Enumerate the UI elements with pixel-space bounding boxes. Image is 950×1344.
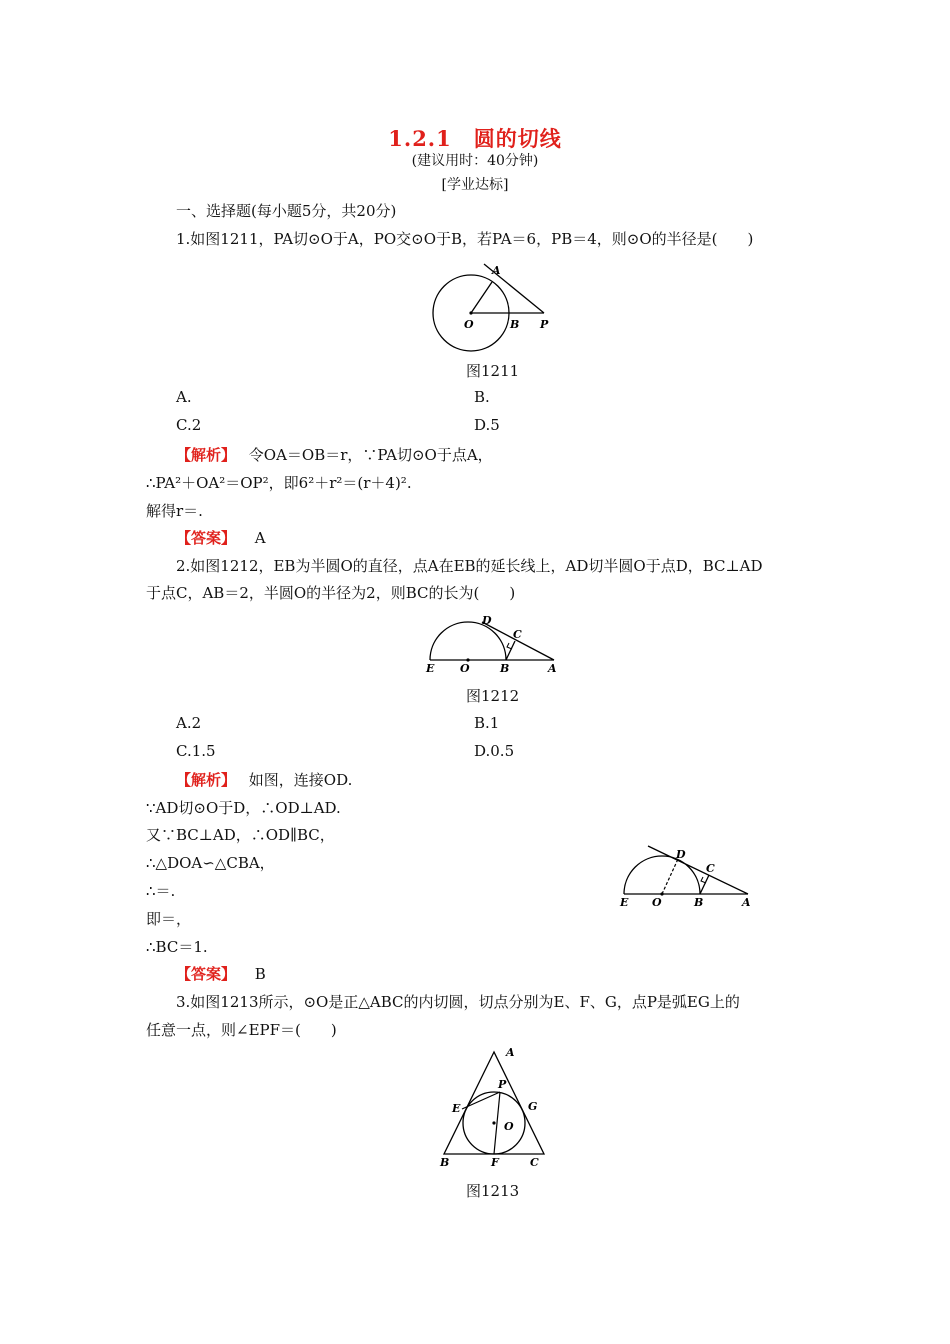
q2-answer bbox=[176, 963, 266, 984]
q2-label-D: D bbox=[482, 614, 492, 627]
q3-label-F: F bbox=[491, 1156, 499, 1169]
q2-figure bbox=[420, 612, 570, 682]
q1-label-O: O bbox=[464, 318, 474, 331]
q1-stem: 1.如图1211，PA切⊙O于A，PO交⊙O于B，若PA＝6，PB＝4，则⊙O的半径是( ) bbox=[176, 230, 754, 248]
q1-label-B: B bbox=[510, 318, 520, 331]
q3-label-B: B bbox=[440, 1156, 450, 1169]
q2-label-B: B bbox=[500, 662, 510, 675]
q3-label-C: C bbox=[530, 1156, 539, 1169]
q2-option-d: D.0.5 bbox=[474, 742, 515, 760]
q1-solution bbox=[176, 444, 493, 465]
q2-stem-line1: 2.如图1212，EB为半圆O的直径，点A在EB的延长线上，AD切半圆O于点D，BC⊥AD bbox=[176, 557, 763, 575]
q2-option-b: B.1 bbox=[474, 714, 500, 732]
q2-label-E: E bbox=[426, 662, 435, 675]
q2s-label-O: O bbox=[652, 896, 662, 909]
part-heading: 一、选择题(每小题5分，共20分) bbox=[176, 202, 397, 220]
q2-label-O: O bbox=[460, 662, 470, 675]
q2-option-a: A.2 bbox=[176, 714, 202, 732]
q1-label-P: P bbox=[540, 318, 549, 331]
q2-sol-line3: 又∵BC⊥AD，∴OD∥BC， bbox=[146, 826, 335, 844]
q2-stem-line2: 于点C，AB＝2，半圆O的半径为2，则BC的长为( ) bbox=[146, 584, 516, 602]
q2-sol-line6: 即＝， bbox=[146, 910, 192, 928]
q2-ans-value: B bbox=[254, 965, 266, 983]
q2-solution-figure bbox=[612, 842, 762, 912]
q3-stem-line1: 3.如图1213所示，⊙O是正△ABC的内切圆，切点分别为E、F、G，点P是弧EG上的 bbox=[176, 993, 740, 1011]
q2-option-c: C.1.5 bbox=[176, 742, 216, 760]
q1-option-b: B. bbox=[474, 388, 490, 406]
q2-sol-line4: ∴△DOA∽△CBA， bbox=[146, 854, 275, 872]
q2s-label-B: B bbox=[694, 896, 704, 909]
q2-sol-line1: 如图，连接OD. bbox=[248, 771, 353, 789]
q2-label-C: C bbox=[513, 628, 522, 641]
q1-sol-line1: 令OA＝OB＝r，∵PA切⊙O于点A， bbox=[248, 446, 493, 464]
q3-label-A: A bbox=[506, 1046, 515, 1059]
q3-label-O: O bbox=[504, 1120, 514, 1133]
q1-sol-line3: 解得r＝. bbox=[146, 502, 203, 520]
q3-stem-line2: 任意一点，则∠EPF＝( ) bbox=[146, 1021, 337, 1039]
time-note: (建议用时：40分钟) bbox=[411, 153, 539, 169]
q3-figure bbox=[432, 1042, 552, 1172]
section-label: [学业达标] bbox=[441, 177, 509, 193]
q1-option-d: D.5 bbox=[474, 416, 500, 434]
q1-fig-caption: 图1211 bbox=[466, 362, 520, 380]
q2s-label-E: E bbox=[620, 896, 629, 909]
q1-sol-tag: 【解析】 bbox=[176, 446, 237, 464]
q2-sol-line2: ∵AD切⊙O于D，∴OD⊥AD. bbox=[146, 799, 341, 817]
page-title: 1.2.1 圆的切线 bbox=[388, 126, 562, 151]
q1-label-A: A bbox=[492, 264, 501, 277]
q1-figure bbox=[420, 258, 560, 368]
q1-option-a: A. bbox=[176, 388, 192, 406]
q1-ans-tag: 【答案】 bbox=[176, 529, 237, 547]
q2-fig-caption: 图1212 bbox=[466, 687, 520, 705]
q2-sol-line7: ∴BC＝1. bbox=[146, 938, 208, 956]
q1-sol-line2: ∴PA²＋OA²＝OP²，即6²＋r²＝(r＋4)². bbox=[146, 474, 412, 492]
q2s-label-C: C bbox=[706, 862, 715, 875]
q2-ans-tag: 【答案】 bbox=[176, 965, 237, 983]
q3-label-G: G bbox=[528, 1100, 538, 1113]
q1-option-c: C.2 bbox=[176, 416, 202, 434]
q3-label-P: P bbox=[498, 1078, 507, 1091]
q1-ans-value: A bbox=[254, 529, 266, 547]
q2-sol-line5: ∴＝. bbox=[146, 882, 176, 900]
q2-sol-tag: 【解析】 bbox=[176, 771, 237, 789]
q2s-label-A: A bbox=[742, 896, 751, 909]
q3-fig-caption: 图1213 bbox=[466, 1182, 520, 1200]
q2-label-A: A bbox=[548, 662, 557, 675]
q3-label-E: E bbox=[452, 1102, 461, 1115]
q2-solution bbox=[176, 769, 352, 790]
q2s-label-D: D bbox=[676, 848, 686, 861]
q1-answer bbox=[176, 527, 266, 548]
